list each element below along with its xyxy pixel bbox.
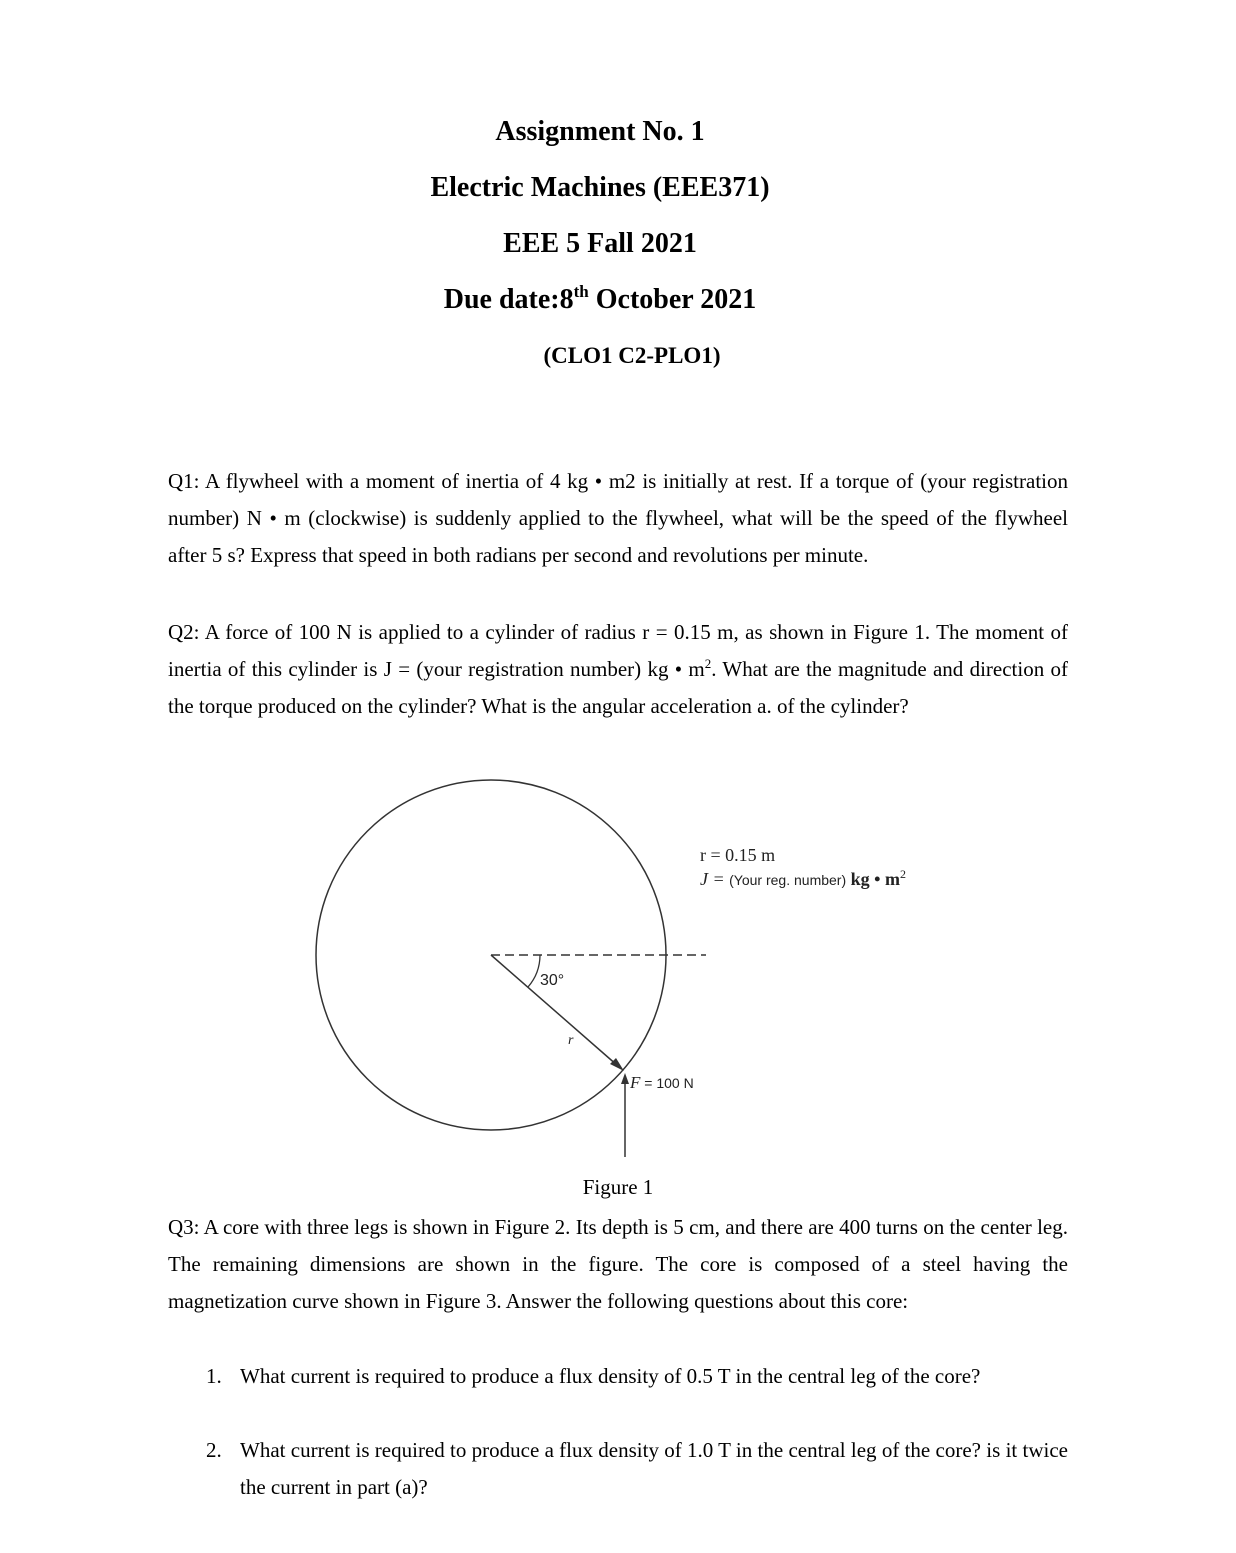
list-text: What current is required to produce a flux density of 0.5 T in the central leg of the core? bbox=[240, 1364, 981, 1388]
radius-label: r bbox=[568, 1033, 574, 1048]
question-2-main: Q2: A force of 100 N is applied to a cylinder of radius r = 0.15 m, as shown in Figure 1. The moment of inertia of this cylinder is J = (your registration number) kg • m bbox=[168, 620, 1068, 681]
force-arrowhead bbox=[621, 1073, 629, 1084]
radius-value-label bbox=[700, 845, 775, 865]
figure-1-caption: Figure 1 bbox=[582, 1175, 654, 1199]
due-date-prefix: Due date:8 bbox=[443, 284, 574, 315]
inertia-note: (Your reg. number) bbox=[729, 872, 847, 888]
force-label-value: = 100 N bbox=[640, 1075, 694, 1091]
force-label-symbol: F bbox=[630, 1073, 641, 1092]
angle-label: 30° bbox=[540, 972, 565, 989]
inertia-unit: kg • m bbox=[846, 869, 900, 889]
inertia-sup: 2 bbox=[899, 867, 906, 881]
semester-line: EEE 5 Fall 2021 bbox=[503, 228, 697, 259]
clo-line: (CLO1 C2-PLO1) bbox=[543, 343, 721, 368]
question-1: Q1: A flywheel with a moment of inertia of 4 kg • m2 is initially at rest. If a torque of (your registration number) N • m (clockwise) is suddenly applied to the flywheel, what will be the speed of the flywheel after 5 s? Express that speed in both radians per second and revolutions per minute. bbox=[168, 469, 1068, 567]
question-3: Q3: A core with three legs is shown in Figure 2. Its depth is 5 cm, and there are 400 turns on the center leg. The remaining dimensions are shown in the figure. The core is composed of a steel having the magnetization curve shown in Figure 3. Answer the following questions about this core: bbox=[168, 1215, 1068, 1313]
due-date-suffix: October 2021 bbox=[588, 284, 757, 315]
list-number: 2. bbox=[206, 1438, 222, 1462]
question-2-sup: 2 bbox=[704, 655, 712, 671]
figure-1-diagram bbox=[300, 770, 906, 1162]
inertia-label bbox=[700, 867, 906, 889]
question-2 bbox=[168, 614, 1068, 724]
inertia-prefix: J = bbox=[700, 869, 730, 889]
assignment-title: Assignment No. 1 bbox=[495, 116, 705, 147]
due-date-line bbox=[0, 284, 1200, 316]
force-label bbox=[629, 1073, 694, 1092]
course-title: Electric Machines (EEE371) bbox=[430, 172, 770, 203]
question-2-end: . What are the magnitude and direction of the torque produced on the cylinder? What is the angular acceleration a. of the cylinder? bbox=[168, 656, 1068, 718]
radius-value-text: r = 0.15 m bbox=[700, 845, 776, 865]
list-text: What current is required to produce a flux density of 1.0 T in the central leg of the core? is it twice the current in part (a)? bbox=[240, 1438, 1068, 1499]
angle-arc bbox=[528, 955, 540, 987]
list-number: 1. bbox=[206, 1364, 222, 1388]
due-date-sup: th bbox=[573, 282, 589, 301]
